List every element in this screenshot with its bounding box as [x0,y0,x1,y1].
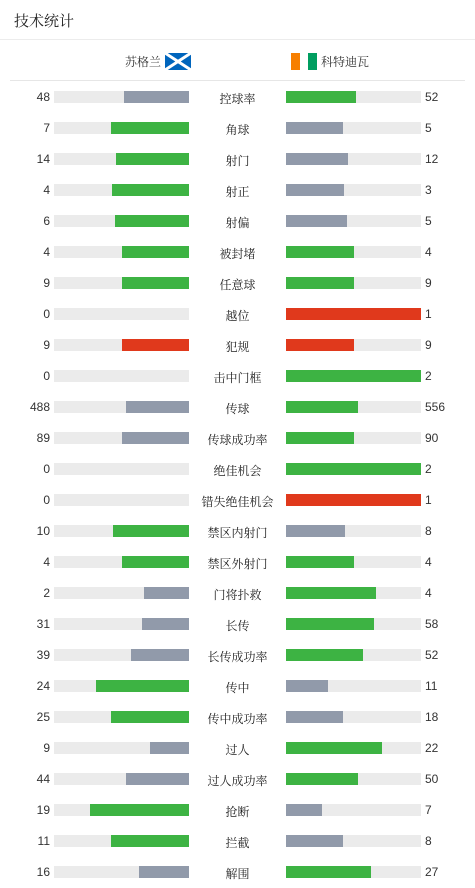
stat-row [0,236,475,267]
home-value: 48 [36,90,50,104]
home-value: 0 [43,307,50,321]
away-bar-fill [286,618,374,630]
home-bar-fill [122,277,190,289]
home-team-name: 苏格兰 [125,54,162,69]
stat-row [0,577,475,608]
away-bar-fill [286,804,322,816]
home-value: 7 [43,121,50,135]
away-bar-track [286,463,421,475]
home-bar-fill [150,742,189,754]
home-value: 89 [36,431,50,445]
home-value: 488 [29,400,50,414]
home-bar-fill [111,711,189,723]
home-value: 44 [36,772,50,786]
away-bar-fill [286,432,354,444]
away-bar-track [286,680,421,692]
home-value: 0 [43,462,50,476]
home-bar-fill [131,649,189,661]
home-bar-fill [124,91,189,103]
away-value: 556 [425,400,446,414]
stat-row [0,391,475,422]
home-bar-track [54,711,189,723]
home-bar-track [54,153,189,165]
away-team-name: 科特迪瓦 [321,54,370,69]
away-bar-fill [286,91,356,103]
home-bar-fill [139,866,189,878]
stat-label: 禁区内射门 [207,526,268,540]
away-bar-fill [286,401,358,413]
away-bar-fill [286,742,382,754]
away-bar-fill [286,246,354,258]
home-bar-fill [90,804,189,816]
home-bar-fill [115,215,189,227]
home-bar-track [54,184,189,196]
home-bar-track [54,246,189,258]
stat-label: 射正 [225,185,250,199]
away-bar-track [286,494,421,506]
stat-row [0,298,475,329]
away-value: 27 [425,865,439,879]
stat-label: 击中门框 [213,371,262,385]
away-bar-track [286,339,421,351]
home-bar-track [54,91,189,103]
away-bar-track [286,804,421,816]
home-bar-fill [122,246,190,258]
away-bar-fill [286,680,328,692]
home-value: 0 [43,493,50,507]
stat-label: 抢断 [225,805,250,819]
home-bar-track [54,587,189,599]
away-value: 8 [425,524,432,538]
stat-row [0,732,475,763]
home-bar-fill [126,401,189,413]
away-value: 5 [425,214,432,228]
away-value: 58 [425,617,439,631]
stat-row [0,81,475,112]
away-value: 7 [425,803,432,817]
away-value: 22 [425,741,439,755]
stat-row [0,794,475,825]
away-value: 3 [425,183,432,197]
away-bar-fill [286,339,354,351]
stat-label: 长传成功率 [207,650,268,664]
home-value: 19 [36,803,50,817]
away-value: 2 [425,462,432,476]
home-bar-track [54,773,189,785]
stat-label: 过人 [225,743,250,757]
home-value: 4 [43,555,50,569]
away-bar-fill [286,711,343,723]
home-bar-fill [111,835,189,847]
away-bar-fill [286,153,348,165]
stat-row [0,143,475,174]
away-bar-fill [286,184,344,196]
away-bar-track [286,866,421,878]
home-bar-fill [113,525,189,537]
stat-label: 传中 [225,681,250,695]
stat-label: 传球成功率 [207,433,268,447]
home-value: 6 [43,214,50,228]
away-bar-track [286,711,421,723]
stat-label: 任意球 [219,278,256,292]
away-value: 8 [425,834,432,848]
home-value: 9 [43,276,50,290]
stat-row [0,484,475,515]
stat-row [0,329,475,360]
away-bar-track [286,215,421,227]
home-bar-fill [122,339,190,351]
away-bar-track [286,308,421,320]
stat-label: 过人成功率 [207,774,268,788]
away-bar-track [286,432,421,444]
home-bar-track [54,866,189,878]
stat-label: 传中成功率 [207,712,268,726]
away-value: 1 [425,307,432,321]
away-value: 52 [425,90,439,104]
home-value: 11 [37,834,50,848]
stat-label: 犯规 [225,340,250,354]
away-bar-track [286,835,421,847]
away-team [291,41,369,81]
away-value: 4 [425,245,432,259]
stat-label: 射门 [225,154,250,168]
away-bar-track [286,246,421,258]
away-bar-track [286,525,421,537]
home-bar-track [54,618,189,630]
away-value: 18 [425,710,439,724]
away-value: 2 [425,369,432,383]
stat-row [0,112,475,143]
home-bar-track [54,742,189,754]
away-value: 9 [425,276,432,290]
home-value: 2 [43,586,50,600]
home-bar-track [54,680,189,692]
away-bar-fill [286,463,421,475]
away-value: 4 [425,555,432,569]
away-bar-track [286,370,421,382]
home-bar-fill [96,680,189,692]
stat-row [0,670,475,701]
home-bar-track [54,308,189,320]
home-value: 9 [43,741,50,755]
page-title: 技术统计 [14,13,75,30]
home-bar-fill [144,587,189,599]
home-value: 16 [36,865,50,879]
away-bar-fill [286,587,376,599]
stat-row [0,174,475,205]
home-value: 31 [36,617,50,631]
home-bar-fill [122,556,190,568]
stat-row [0,205,475,236]
home-value: 24 [36,679,50,693]
stat-row [0,639,475,670]
stat-label: 解围 [225,867,250,881]
stat-label: 禁区外射门 [207,557,268,571]
ivory-coast-flag-icon [291,53,317,70]
stat-row [0,546,475,577]
stat-row [0,360,475,391]
stat-row [0,422,475,453]
stat-row [0,701,475,732]
away-bar-track [286,649,421,661]
away-bar-fill [286,277,354,289]
stat-label: 控球率 [219,92,256,106]
scotland-flag-icon [165,53,191,70]
away-value: 1 [425,493,432,507]
home-bar-track [54,494,189,506]
stat-label: 越位 [225,309,250,323]
home-value: 10 [36,524,50,538]
away-bar-fill [286,494,421,506]
away-bar-track [286,618,421,630]
away-bar-track [286,91,421,103]
away-bar-fill [286,649,363,661]
away-value: 5 [425,121,432,135]
away-value: 9 [425,338,432,352]
home-value: 14 [36,152,50,166]
home-bar-track [54,122,189,134]
stat-label: 角球 [225,123,250,137]
home-bar-fill [126,773,189,785]
home-bar-fill [111,122,189,134]
home-bar-track [54,432,189,444]
away-value: 90 [425,431,439,445]
stat-label: 传球 [225,402,250,416]
away-bar-fill [286,215,347,227]
away-bar-track [286,122,421,134]
home-bar-track [54,556,189,568]
away-value: 52 [425,648,439,662]
home-bar-track [54,463,189,475]
away-bar-track [286,184,421,196]
away-bar-fill [286,835,343,847]
away-bar-fill [286,866,371,878]
header [0,0,475,40]
home-bar-track [54,649,189,661]
home-bar-fill [112,184,189,196]
away-value: 50 [425,772,439,786]
home-team [125,41,191,81]
stat-label: 射偏 [225,216,250,230]
away-bar-track [286,401,421,413]
home-bar-track [54,525,189,537]
home-bar-fill [142,618,189,630]
home-bar-track [54,804,189,816]
home-value: 25 [36,710,50,724]
home-value: 4 [43,183,50,197]
home-bar-track [54,835,189,847]
home-bar-track [54,277,189,289]
away-bar-fill [286,370,421,382]
teams-bar [10,41,465,81]
away-bar-track [286,153,421,165]
away-bar-track [286,742,421,754]
away-bar-fill [286,556,354,568]
home-bar-fill [116,153,189,165]
away-bar-fill [286,773,358,785]
home-bar-track [54,215,189,227]
away-bar-track [286,773,421,785]
home-bar-track [54,370,189,382]
stat-row [0,856,475,887]
home-value: 39 [36,648,50,662]
stats-list [0,81,475,887]
away-value: 4 [425,586,432,600]
away-bar-track [286,556,421,568]
home-value: 0 [43,369,50,383]
stat-label: 长传 [225,619,250,633]
home-bar-track [54,339,189,351]
home-value: 4 [43,245,50,259]
stat-label: 绝佳机会 [213,464,262,478]
away-bar-track [286,277,421,289]
home-bar-track [54,401,189,413]
stat-row [0,608,475,639]
stat-label: 门将扑救 [213,588,262,602]
stat-row [0,453,475,484]
away-bar-track [286,587,421,599]
away-bar-fill [286,525,345,537]
home-value: 9 [43,338,50,352]
stat-label: 拦截 [225,836,250,850]
stat-row [0,267,475,298]
stat-row [0,825,475,856]
away-value: 11 [425,679,438,693]
stat-label: 被封堵 [219,247,256,261]
stat-label: 错失绝佳机会 [201,495,274,509]
home-bar-fill [122,432,190,444]
away-bar-fill [286,122,343,134]
away-bar-fill [286,308,421,320]
away-value: 12 [425,152,439,166]
stat-row [0,763,475,794]
stat-row [0,515,475,546]
